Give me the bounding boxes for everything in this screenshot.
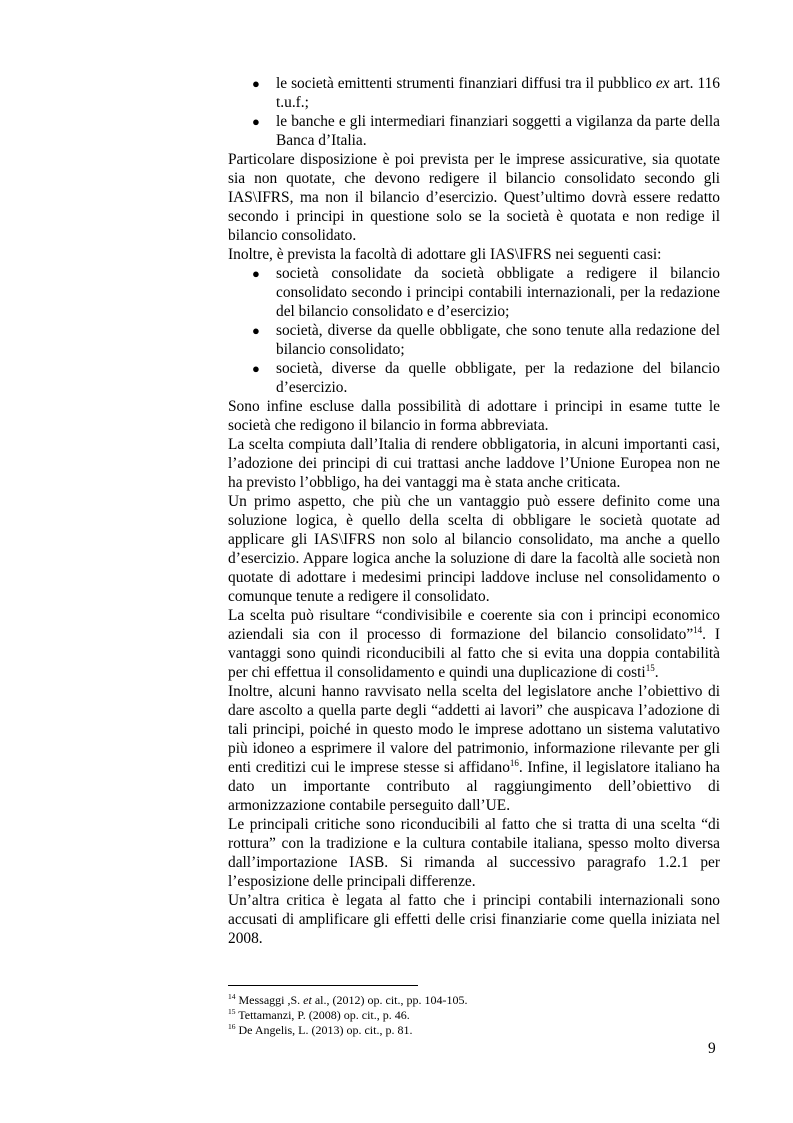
list-item (228, 74, 720, 112)
bullet-icon: ● (252, 361, 260, 376)
footnotes (228, 993, 720, 1038)
footnote-italic: et (303, 993, 312, 1007)
list-item-text: società consolidate da società obbligate a redigere il bilancio consolidato secondo i principi contabili internazionali, per la redazione del bilancio consolidato e d’esercizio; (276, 265, 720, 320)
list-item (228, 321, 720, 359)
paragraph-text: . I vantaggi sono quindi riconducibili al fatto che si evita una doppia contabilità per chi effettua il consolidamento e quindi una duplicazione di costi (228, 626, 720, 681)
list-item-italic: ex (655, 75, 670, 92)
footnote-text: De Angelis, L. (2013) op. cit., p. 81. (235, 1023, 413, 1037)
footnote-ref: 16 (509, 757, 519, 768)
list-item-text: le società emittenti strumenti finanziari diffusi tra il pubblico (276, 75, 656, 92)
list-item-text: società, diverse da quelle obbligate, che sono tenute alla redazione del bilancio consolidato; (276, 322, 720, 358)
paragraph-criticisms: Le principali critiche sono riconducibili al fatto che si tratta di una scelta “di rottura” con la tradizione e la cultura contabile italiana, spesso molto diversa dall’importazione IASB. Si rimanda al successivo paragrafo 1.2.1 per l’esposizione delle principali differenze. (228, 816, 720, 890)
footnote (228, 993, 720, 1008)
bullet-icon: ● (252, 76, 260, 91)
footnote-number: 14 (228, 992, 236, 1001)
list-item-text: art. 116 t.u.f.; (276, 75, 720, 111)
list-item (228, 359, 720, 397)
paragraph-advantages (228, 606, 720, 682)
footnote-separator (228, 985, 418, 986)
footnote-number: 15 (228, 1007, 236, 1016)
paragraph-insurance: Particolare disposizione è poi prevista per le imprese assicurative, sia quotate sia non quotate, che devono redigere il bilancio consolidato secondo gli IAS\IFRS, ma non il bilancio d’esercizio. Quest’ultimo dovrà essere redatto secondo i principi in questione solo se la società è quotata e non redige il bilancio consolidato. (228, 151, 720, 244)
bullet-icon: ● (252, 114, 260, 129)
paragraph-text: . (654, 664, 659, 681)
paragraph-text: Inoltre, alcuni hanno ravvisato nella scelta del legislatore anche l’obiettivo di dare ascolto a quella parte degli “addetti ai lavori” che auspicava l’adozione di tali principi, poiché in questo modo le imprese adottano un sistema valutativo più idoneo a esprimere il valore del patrimonio, informazione rilevante per gli enti creditizi cui le imprese stesse si affidano (228, 683, 720, 776)
paragraph-legislator (228, 682, 720, 815)
page-body (228, 74, 720, 948)
bullet-icon: ● (252, 323, 260, 338)
paragraph-first-aspect: Un primo aspetto, che più che un vantaggio può essere definito come una soluzione logica, è quello della scelta di obbligare le società quotate ad applicare gli IAS\IFRS non solo al bilancio consolidato, ma anche a quello d’esercizio. Appare logica anche la soluzione di dare la facoltà alle società non quotate di adottare i medesimi principi laddove incluse nel consolidamento o comunque tenute a redigere il consolidato. (228, 493, 720, 605)
footnote-text: Messaggi ,S. (235, 993, 304, 1007)
paragraph-optional-intro: Inoltre, è prevista la facoltà di adottare gli IAS\IFRS nei seguenti casi: (228, 246, 662, 263)
bullet-icon: ● (252, 266, 260, 281)
footnote-ref: 15 (645, 662, 655, 673)
paragraph-text: . Infine, il legislatore italiano ha dato un importante contributo al raggiungimento dell’obiettivo di armonizzazione contabile perseguito dall’UE. (228, 759, 720, 814)
bullet-list-issuers (228, 74, 720, 150)
paragraph-other-criticism: Un’altra critica è legata al fatto che i principi contabili internazionali sono accusati di amplificare gli effetti delle crisi finanziarie come quella iniziata nel 2008. (228, 892, 720, 947)
list-item-text: le banche e gli intermediari finanziari soggetti a vigilanza da parte della Banca d’Italia. (276, 113, 720, 149)
paragraph-italy-choice: La scelta compiuta dall’Italia di rendere obbligatoria, in alcuni importanti casi, l’adozione dei principi di cui trattasi anche laddove l’Unione Europea non ne ha previsto l’obbligo, ha dei vantaggi ma è stata anche criticata. (228, 436, 720, 491)
footnote-number: 16 (228, 1022, 236, 1031)
paragraph-text: La scelta può risultare “condivisibile e coerente sia con i principi economico aziendali sia con il processo di formazione del bilancio consolidato” (228, 607, 720, 643)
list-item-text: società, diverse da quelle obbligate, per la redazione del bilancio d’esercizio. (276, 360, 720, 396)
page-number: 9 (708, 1040, 716, 1057)
list-item (228, 264, 720, 321)
footnote (228, 1023, 720, 1038)
footnote-text: al., (2012) op. cit., pp. 104-105. (311, 993, 468, 1007)
bullet-list-optional-cases (228, 264, 720, 397)
footnote-text: Tettamanzi, P. (2008) op. cit., p. 46. (235, 1008, 410, 1022)
footnote (228, 1008, 720, 1023)
list-item (228, 112, 720, 150)
paragraph-exclusions: Sono infine escluse dalla possibilità di adottare i principi in esame tutte le società che redigono il bilancio in forma abbreviata. (228, 398, 720, 434)
footnote-ref: 14 (693, 624, 703, 635)
